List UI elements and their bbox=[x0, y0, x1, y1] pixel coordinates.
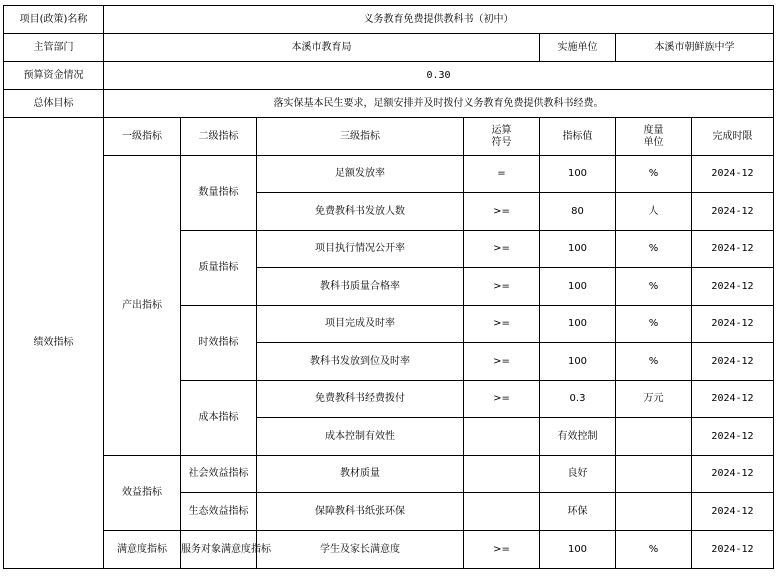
project-name-row bbox=[4, 6, 774, 34]
implementer-value: 本溪市朝鲜族中学 bbox=[616, 34, 774, 62]
social-benefit-group: 社会效益指标 bbox=[181, 456, 257, 493]
indicator-operator bbox=[464, 456, 540, 493]
indicator-deadline: 2024-12 bbox=[692, 306, 774, 343]
indicator-value: 100 bbox=[540, 268, 616, 306]
indicator-name: 免费教科书发放人数 bbox=[257, 193, 464, 231]
output-indicator-group: 产出指标 bbox=[104, 156, 181, 456]
satisfaction-indicator-group: 满意度指标 bbox=[104, 531, 181, 569]
indicator-deadline: 2024-12 bbox=[692, 493, 774, 531]
budget-label: 预算资金情况 bbox=[4, 62, 104, 90]
indicator-operator bbox=[464, 418, 540, 456]
deadline-header: 完成时限 bbox=[692, 118, 774, 156]
table-row bbox=[4, 156, 774, 193]
indicator-value: 100 bbox=[540, 231, 616, 268]
operator-header: 运算符号 bbox=[464, 118, 540, 156]
project-name-label: 项目(政策)名称 bbox=[4, 6, 104, 34]
indicator-value: 100 bbox=[540, 531, 616, 569]
level2-header: 二级指标 bbox=[181, 118, 257, 156]
indicator-deadline: 2024-12 bbox=[692, 531, 774, 569]
column-header-row bbox=[4, 118, 774, 156]
level3-header: 三级指标 bbox=[257, 118, 464, 156]
indicator-unit: 万元 bbox=[616, 381, 692, 418]
indicator-unit bbox=[616, 493, 692, 531]
table-row bbox=[4, 531, 774, 569]
performance-target-table bbox=[3, 5, 774, 569]
indicator-operator bbox=[464, 493, 540, 531]
indicator-name: 项目完成及时率 bbox=[257, 306, 464, 343]
indicator-operator: >= bbox=[464, 306, 540, 343]
quantity-indicator-group: 数量指标 bbox=[181, 156, 257, 231]
indicator-name: 成本控制有效性 bbox=[257, 418, 464, 456]
overall-goal-value: 落实保基本民生要求，足额安排并及时拨付义务教育免费提供教科书经费。 bbox=[104, 90, 774, 118]
service-satisfaction-group: 服务对象满意度指标 bbox=[181, 531, 257, 569]
ecological-benefit-group: 生态效益指标 bbox=[181, 493, 257, 531]
indicator-unit: % bbox=[616, 231, 692, 268]
overall-goal-row bbox=[4, 90, 774, 118]
indicator-unit: % bbox=[616, 268, 692, 306]
indicator-deadline: 2024-12 bbox=[692, 343, 774, 381]
indicator-deadline: 2024-12 bbox=[692, 418, 774, 456]
benefit-indicator-group: 效益指标 bbox=[104, 456, 181, 531]
value-header: 指标值 bbox=[540, 118, 616, 156]
indicator-operator: >= bbox=[464, 268, 540, 306]
level1-header: 一级指标 bbox=[104, 118, 181, 156]
indicator-value: 100 bbox=[540, 343, 616, 381]
indicator-deadline: 2024-12 bbox=[692, 231, 774, 268]
indicator-name: 学生及家长满意度 bbox=[257, 531, 464, 569]
overall-goal-label: 总体目标 bbox=[4, 90, 104, 118]
indicator-operator: >= bbox=[464, 231, 540, 268]
project-name-value: 义务教育免费提供教科书（初中） bbox=[104, 6, 774, 34]
indicator-value: 良好 bbox=[540, 456, 616, 493]
indicator-unit: % bbox=[616, 306, 692, 343]
indicator-operator: = bbox=[464, 156, 540, 193]
indicator-value: 有效控制 bbox=[540, 418, 616, 456]
indicator-operator: >= bbox=[464, 193, 540, 231]
indicator-name: 教科书发放到位及时率 bbox=[257, 343, 464, 381]
table-row bbox=[4, 456, 774, 493]
budget-value: 0.30 bbox=[104, 62, 774, 90]
indicator-name: 教材质量 bbox=[257, 456, 464, 493]
indicator-unit bbox=[616, 418, 692, 456]
indicator-unit: % bbox=[616, 531, 692, 569]
implementer-label: 实施单位 bbox=[540, 34, 616, 62]
indicator-name: 足额发放率 bbox=[257, 156, 464, 193]
indicator-unit bbox=[616, 456, 692, 493]
performance-indicator-label: 绩效指标 bbox=[4, 118, 104, 569]
indicator-name: 免费教科书经费拨付 bbox=[257, 381, 464, 418]
indicator-deadline: 2024-12 bbox=[692, 381, 774, 418]
indicator-deadline: 2024-12 bbox=[692, 156, 774, 193]
indicator-unit: % bbox=[616, 156, 692, 193]
budget-row bbox=[4, 62, 774, 90]
indicator-name: 项目执行情况公开率 bbox=[257, 231, 464, 268]
department-row bbox=[4, 34, 774, 62]
cost-indicator-group: 成本指标 bbox=[181, 381, 257, 456]
indicator-value: 80 bbox=[540, 193, 616, 231]
indicator-value: 环保 bbox=[540, 493, 616, 531]
indicator-deadline: 2024-12 bbox=[692, 456, 774, 493]
department-label: 主管部门 bbox=[4, 34, 104, 62]
indicator-deadline: 2024-12 bbox=[692, 268, 774, 306]
indicator-value: 0.3 bbox=[540, 381, 616, 418]
unit-header: 度量单位 bbox=[616, 118, 692, 156]
quality-indicator-group: 质量指标 bbox=[181, 231, 257, 306]
indicator-operator: >= bbox=[464, 343, 540, 381]
indicator-unit: % bbox=[616, 343, 692, 381]
indicator-operator: >= bbox=[464, 381, 540, 418]
timeliness-indicator-group: 时效指标 bbox=[181, 306, 257, 381]
indicator-name: 教科书质量合格率 bbox=[257, 268, 464, 306]
indicator-unit: 人 bbox=[616, 193, 692, 231]
indicator-name: 保障教科书纸张环保 bbox=[257, 493, 464, 531]
indicator-deadline: 2024-12 bbox=[692, 193, 774, 231]
indicator-value: 100 bbox=[540, 156, 616, 193]
indicator-value: 100 bbox=[540, 306, 616, 343]
department-value: 本溪市教育局 bbox=[104, 34, 540, 62]
indicator-operator: >= bbox=[464, 531, 540, 569]
